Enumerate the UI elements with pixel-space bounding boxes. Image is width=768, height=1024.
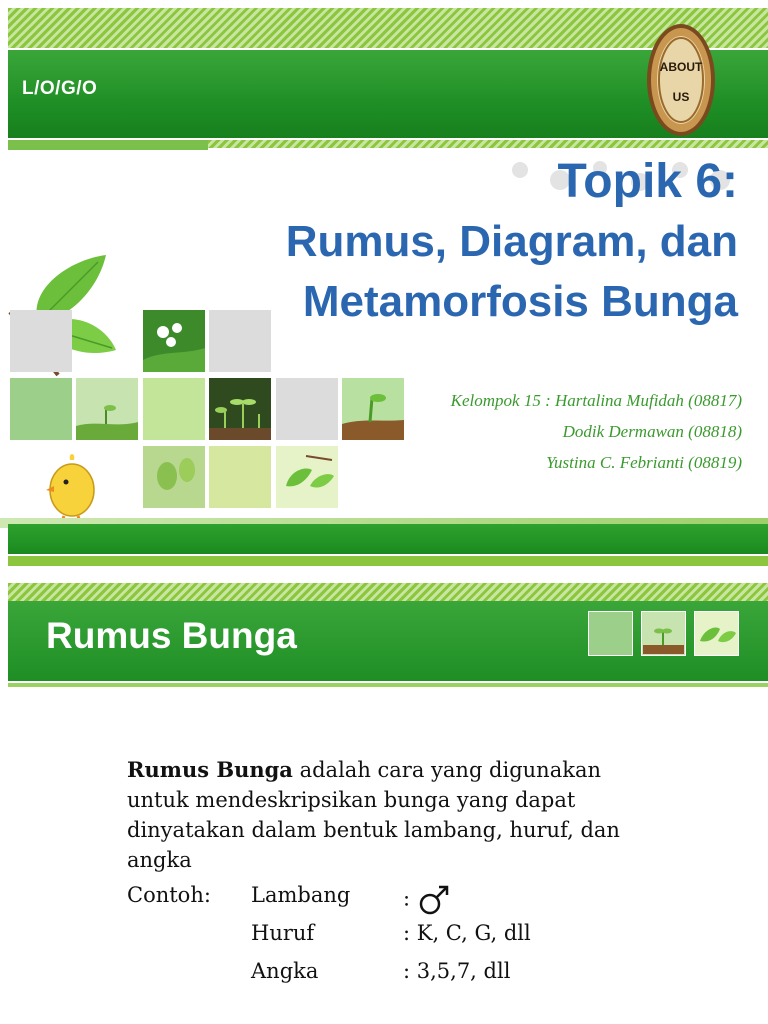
tile-yellowgreen (209, 446, 271, 508)
slide-heading: Rumus Bunga (46, 615, 297, 656)
logo: L/O/G/O (22, 78, 98, 99)
tile-sprout-photo (76, 378, 138, 440)
badge-line1: ABOUT (659, 60, 703, 74)
example-key: Huruf (251, 921, 315, 945)
content-slide (0, 575, 768, 1024)
header-tile-leaves-photo (694, 611, 739, 656)
author-line-2: Dodik Dermawan (08818) (562, 422, 742, 441)
author-line-3: Yustina C. Febrianti (08819) (546, 453, 742, 472)
tile-bud-photo (143, 446, 205, 508)
top-accent-stripe (208, 140, 768, 148)
tile-flower-photo (143, 310, 205, 372)
bottom-light-line (8, 556, 768, 566)
title-line-3: Metamorfosis Bunga (302, 277, 738, 326)
title-line-1: Topik 6: (557, 155, 738, 208)
tile-lightgreen (143, 378, 205, 440)
example-value: : K, C, G, dll (403, 921, 531, 945)
tile-sprout-soil-photo (342, 378, 404, 440)
tile-grey (10, 310, 72, 372)
example-label: Contoh: (127, 883, 211, 907)
definition-text: adalah cara yang digunakan untuk mendeskripsikan bunga yang dapat dinyatakan dalam bentuk lambang, huruf, dan angka (127, 758, 620, 872)
header-underline (8, 683, 768, 687)
tile-green (10, 378, 72, 440)
example-value: : 3,5,7, dll (403, 959, 511, 983)
definition-term: Rumus Bunga (127, 757, 293, 782)
about-us-badge[interactable] (642, 20, 720, 140)
header-tile-green (588, 611, 633, 656)
about-us-icon (642, 20, 720, 140)
chick-icon (44, 450, 104, 522)
example-key: Lambang (251, 883, 351, 907)
tile-grey (276, 378, 338, 440)
author-line-1: Kelompok 15 : Hartalina Mufidah (08817) (450, 391, 742, 410)
header-tile-sprout-photo (641, 611, 686, 656)
badge-line2: US (672, 90, 690, 104)
example-value: : (403, 886, 411, 911)
definition-paragraph (127, 755, 637, 875)
example-key: Angka (251, 959, 319, 983)
male-symbol-icon (417, 883, 451, 917)
bottom-green-band (8, 524, 768, 554)
top-light-bar (8, 140, 208, 150)
tile-leaves-photo (276, 446, 338, 508)
header-stripe (8, 583, 768, 601)
author-list (451, 385, 742, 478)
tile-grey (209, 310, 271, 372)
tile-seedlings-photo (209, 378, 271, 440)
title-line-2: Rumus, Diagram, dan (285, 217, 738, 266)
